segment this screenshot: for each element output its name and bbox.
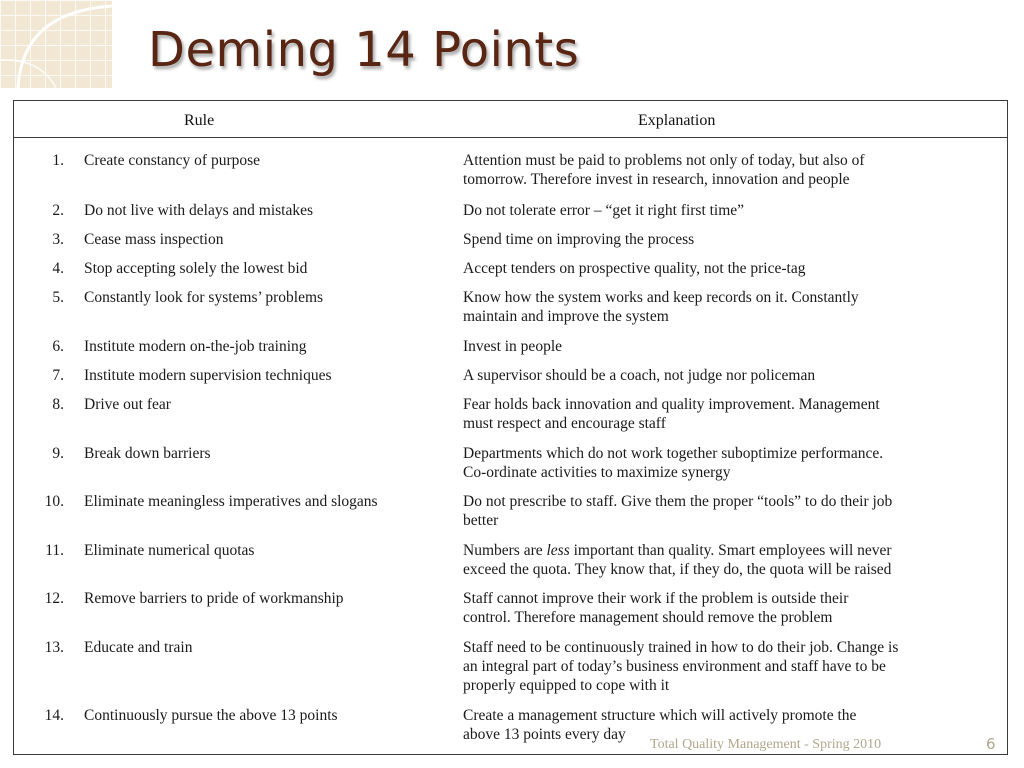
row-number: 3. bbox=[52, 231, 64, 248]
row-number: 7. bbox=[52, 367, 64, 384]
page-number: 6 bbox=[986, 735, 996, 753]
row-number: 9. bbox=[52, 445, 64, 462]
explanation-line: Do not prescribe to staff. Give them the proper “tools” to do their job bbox=[463, 493, 893, 510]
row-rule: Stop accepting solely the lowest bid bbox=[84, 260, 308, 277]
row-explanation bbox=[463, 444, 998, 482]
row-rule: Remove barriers to pride of workmanship bbox=[84, 590, 344, 607]
row-rule: Do not live with delays and mistakes bbox=[84, 202, 314, 219]
explanation-line: Do not tolerate error – “get it right first time” bbox=[463, 202, 745, 219]
row-rule: Eliminate numerical quotas bbox=[84, 542, 255, 559]
explanation-line: Invest in people bbox=[463, 338, 563, 355]
row-explanation bbox=[463, 541, 998, 579]
row-rule: Break down barriers bbox=[84, 445, 211, 462]
explanation-line: maintain and improve the system bbox=[463, 308, 669, 325]
row-number: 5. bbox=[52, 289, 64, 306]
footer-text: Total Quality Management - Spring 2010 bbox=[650, 737, 882, 752]
row-number: 10. bbox=[44, 493, 64, 510]
explanation-line: A supervisor should be a coach, not judge nor policeman bbox=[463, 367, 816, 384]
explanation-line: properly equipped to cope with it bbox=[463, 677, 670, 694]
explanation-line: Co-ordinate activities to maximize synergy bbox=[463, 464, 731, 481]
explanation-line: Create a management structure which will actively promote the bbox=[463, 707, 857, 724]
explanation-line: above 13 points every day bbox=[463, 726, 626, 743]
row-number: 8. bbox=[52, 396, 64, 413]
row-number: 4. bbox=[52, 260, 64, 277]
row-explanation bbox=[463, 395, 998, 433]
row-explanation bbox=[463, 337, 998, 356]
deming-table bbox=[13, 100, 1008, 755]
row-number: 12. bbox=[44, 590, 64, 607]
row-explanation bbox=[463, 288, 998, 326]
explanation-line: Numbers are less important than quality. Smart employees will never bbox=[463, 542, 892, 559]
row-rule: Institute modern supervision techniques bbox=[84, 367, 332, 384]
row-number: 13. bbox=[44, 639, 64, 656]
row-explanation bbox=[463, 492, 998, 530]
explanation-line: Know how the system works and keep records on it. Constantly bbox=[463, 289, 859, 306]
explanation-line: Accept tenders on prospective quality, not the price-tag bbox=[463, 260, 806, 277]
row-number: 11. bbox=[45, 542, 64, 559]
row-rule: Continuously pursue the above 13 points bbox=[84, 707, 338, 724]
explanation-line: Departments which do not work together suboptimize performance. bbox=[463, 445, 884, 462]
explanation-line: Fear holds back innovation and quality improvement. Management bbox=[463, 396, 880, 413]
explanation-line: exceed the quota. They know that, if they do, the quota will be raised bbox=[463, 561, 892, 578]
row-rule: Institute modern on-the-job training bbox=[84, 338, 307, 355]
row-explanation bbox=[463, 151, 998, 189]
row-rule: Eliminate meaningless imperatives and slogans bbox=[84, 493, 378, 510]
header-rule: Rule bbox=[184, 112, 215, 129]
row-number: 1. bbox=[52, 152, 64, 169]
row-number: 2. bbox=[52, 202, 64, 219]
row-rule: Educate and train bbox=[84, 639, 193, 656]
slide-title: Deming 14 Points bbox=[148, 22, 580, 78]
explanation-line: tomorrow. Therefore invest in research, innovation and people bbox=[463, 171, 850, 188]
row-explanation bbox=[463, 589, 998, 627]
explanation-line: control. Therefore management should remove the problem bbox=[463, 609, 833, 626]
row-explanation bbox=[463, 201, 998, 220]
explanation-line: must respect and encourage staff bbox=[463, 415, 666, 432]
header-explanation: Explanation bbox=[638, 112, 716, 129]
table-header bbox=[14, 101, 1007, 138]
explanation-line: Staff cannot improve their work if the problem is outside their bbox=[463, 590, 849, 607]
explanation-line: an integral part of today’s business environment and staff have to be bbox=[463, 658, 886, 675]
row-number: 14. bbox=[44, 707, 64, 724]
row-explanation bbox=[463, 366, 998, 385]
row-explanation bbox=[463, 638, 998, 695]
row-explanation bbox=[463, 259, 998, 278]
explanation-line: Attention must be paid to problems not only of today, but also of bbox=[463, 152, 865, 169]
corner-decoration-icon bbox=[0, 0, 112, 88]
explanation-line: better bbox=[463, 512, 499, 529]
row-explanation bbox=[463, 230, 998, 249]
explanation-line: Spend time on improving the process bbox=[463, 231, 695, 248]
row-number: 6. bbox=[52, 338, 64, 355]
explanation-line: Staff need to be continuously trained in how to do their job. Change is bbox=[463, 639, 899, 656]
row-rule: Create constancy of purpose bbox=[84, 152, 261, 169]
row-rule: Drive out fear bbox=[84, 396, 171, 413]
row-rule: Cease mass inspection bbox=[84, 231, 224, 248]
row-rule: Constantly look for systems’ problems bbox=[84, 289, 324, 306]
